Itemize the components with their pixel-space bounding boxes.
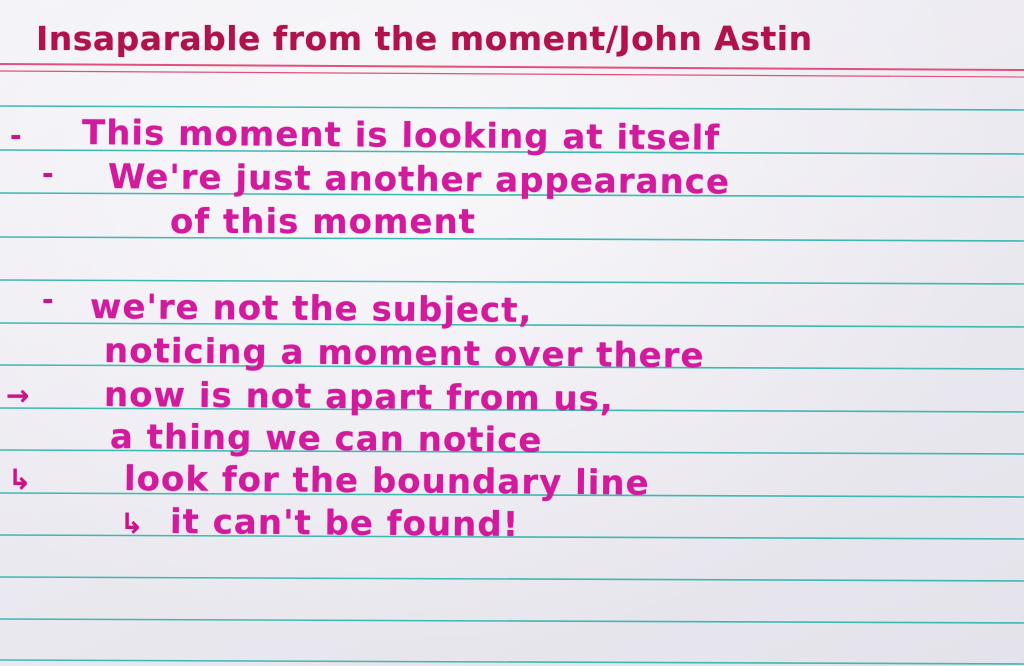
note-line: noticing a moment over there — [103, 331, 705, 377]
note-line: a thing we can notice — [109, 417, 543, 461]
hook-arrow-bullet: ↳ — [120, 507, 144, 540]
note-line: of this moment — [170, 202, 476, 242]
note-line: look for the boundary line — [123, 459, 650, 504]
note-line: This moment is looking at itself — [81, 113, 721, 159]
dash-bullet: - — [42, 157, 54, 190]
note-line: it can't be found! — [169, 502, 520, 546]
card-title: Insaparable from the moment/John Astin — [36, 19, 813, 58]
arrow-bullet: → — [6, 379, 30, 412]
note-line: We're just another appearance — [107, 157, 731, 203]
dash-bullet: - — [42, 283, 54, 316]
hook-arrow-bullet: ↳ — [8, 463, 32, 496]
dash-bullet: - — [10, 119, 22, 152]
note-line: we're not the subject, — [89, 287, 533, 331]
note-line: now is not apart from us, — [103, 375, 614, 420]
